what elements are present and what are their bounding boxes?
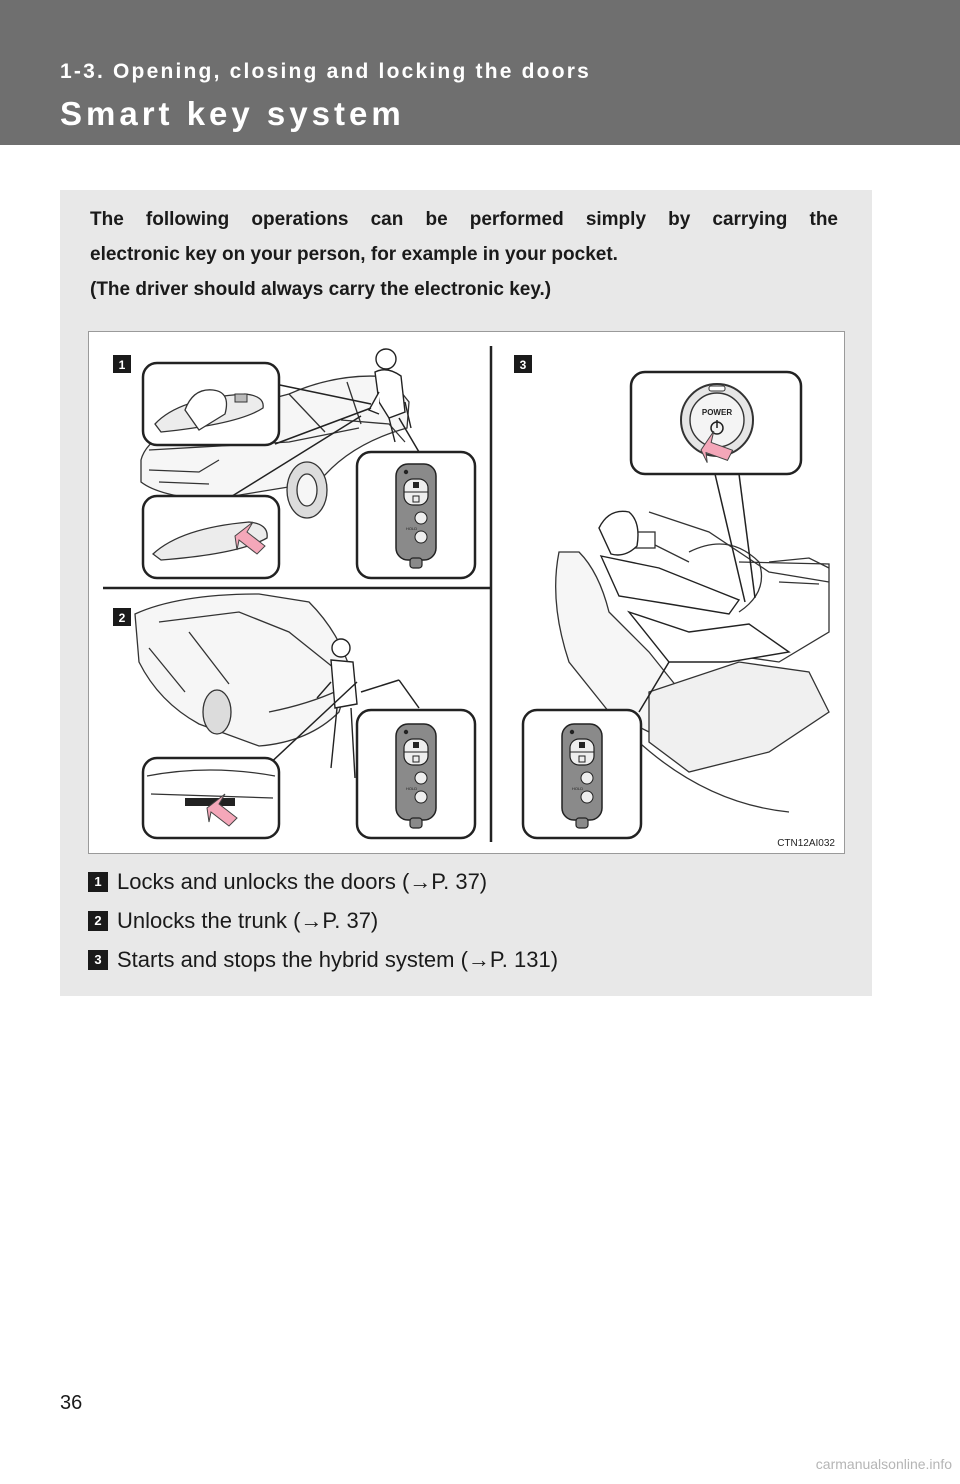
intro-text [90,202,838,307]
key-fob-hold-label: HOLD [406,526,418,531]
door-handle-lock-inset [143,496,279,578]
page-title: Smart key system [60,95,405,132]
list-item-text: Unlocks the trunk (→P. 37) [117,907,379,933]
callout-line-6 [361,680,399,692]
callout-line-9 [739,474,755,598]
key-fob-hold-label: HOLD [406,786,418,791]
callout-line-7 [399,680,419,708]
watermark: carmanualsonline.info [815,1456,952,1472]
list-item-text: Locks and unlocks the doors (→P. 37) [117,868,488,894]
intro-line-1: The following operations can be performed simply by carrying the [90,209,838,230]
car-rear-drawing [135,594,351,746]
feature-list [88,862,848,979]
list-item-text: Starts and stops the hybrid system (→P. 131) [117,946,559,972]
page-number: 36 [60,1392,83,1414]
badge-2 [113,608,131,626]
key-fob-inset-3 [523,710,641,838]
trunk-button-inset [143,758,279,838]
section-label: 1-3. Opening, closing and locking the doors [60,60,591,83]
power-label: POWER [701,408,733,417]
door-handle-grab-inset [143,363,279,445]
number-badge: 3 [88,950,108,970]
smart-key-illustration [88,331,845,854]
key-fob-inset-1 [357,452,475,578]
number-badge: 2 [88,911,108,931]
svg-text:3: 3 [519,358,527,372]
key-fob-inset-2 [357,710,475,838]
intro-line-2: electronic key on your person, for example in your pocket. [90,244,618,265]
page-header [0,0,960,145]
badge-3 [514,355,532,373]
power-button-inset [631,372,801,474]
intro-line-3: (The driver should always carry the electronic key.) [90,279,552,300]
list-item [88,901,848,940]
list-item [88,862,848,901]
callout-line-4 [399,418,419,452]
svg-text:2: 2 [118,611,126,625]
number-badge: 1 [88,872,108,892]
illustration-svg [89,332,846,855]
svg-text:1: 1 [118,358,126,372]
badge-1 [113,355,131,373]
list-item [88,940,848,979]
figure-code: CTN12AI032 [777,838,835,849]
callout-line-8 [715,474,745,602]
key-fob-hold-label: HOLD [572,786,584,791]
